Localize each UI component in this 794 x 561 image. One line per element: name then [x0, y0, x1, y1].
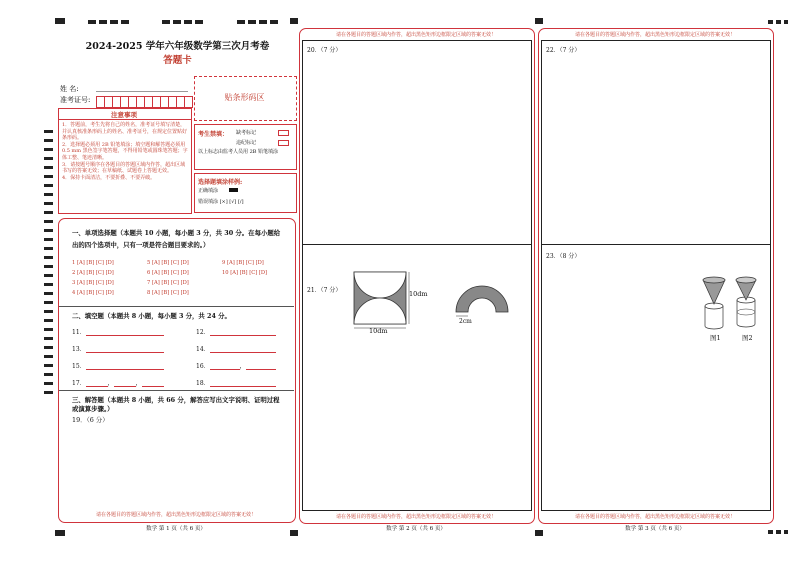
figure-21-bottom-label: 10dm: [369, 327, 388, 335]
choice-row[interactable]: 8 [A] [B] [C] [D]: [147, 290, 189, 296]
exam-id-label: 准考证号:: [60, 96, 91, 104]
blank-number: 12．: [196, 329, 210, 336]
blank-line[interactable]: [210, 346, 276, 353]
fill-wrong-label: 错误填涂 [×] [√] [/]: [198, 199, 244, 205]
absent-mark-label: 缺考标记: [236, 130, 257, 136]
notes-divider: [58, 119, 192, 120]
blank-line[interactable]: [86, 329, 164, 336]
choice-row[interactable]: 1 [A] [B] [C] [D]: [72, 260, 114, 266]
choice-row[interactable]: 5 [A] [B] [C] [D]: [147, 260, 189, 266]
blank-line[interactable]: [114, 380, 136, 387]
alignment-mark: [768, 20, 788, 24]
question-22-label: 22．（7 分）: [546, 47, 581, 54]
section2-heading: 二、填空题（本题共 8 小题，每小题 3 分，共 24 分。: [72, 312, 231, 320]
section1-heading: 一、单项选择题（本题共 10 小题，每小题 3 分，共 30 分。在每小题给出的四个选项中，只有一项是符合题目要求的。）: [72, 229, 281, 249]
alignment-mark: [162, 20, 204, 24]
choice-row[interactable]: 9 [A] [B] [C] [D]: [222, 260, 264, 266]
choice-row[interactable]: 4 [A] [B] [C] [D]: [72, 290, 114, 296]
blank-number: 15．: [72, 363, 86, 370]
alignment-mark: [88, 20, 130, 24]
fill-correct-label: 正确填涂: [198, 188, 219, 194]
section-divider: [59, 390, 294, 391]
name-label: 姓 名:: [60, 85, 79, 93]
alignment-mark: [535, 18, 543, 24]
blank-line[interactable]: [86, 346, 164, 353]
absent-mark-box[interactable]: [278, 130, 289, 136]
fill-example-heading: 选择题填涂样例:: [198, 179, 243, 186]
blank-number: 17．: [72, 380, 86, 387]
choice-row[interactable]: 2 [A] [B] [C] [D]: [72, 270, 114, 276]
notes-heading: 注意事项: [111, 111, 137, 119]
blank-11: [72, 327, 164, 336]
choice-row[interactable]: 7 [A] [B] [C] [D]: [147, 280, 189, 286]
blank-line[interactable]: [210, 380, 276, 387]
boundary-notice: 请在各题目的答题区域内作答，超出黑色矩形边框限定区域的答案无效！: [335, 32, 496, 38]
blank-number: 14．: [196, 346, 210, 353]
exam-status-note: 以上标志由监考人员用 2B 铅笔填涂: [198, 149, 279, 155]
timing-marks: [44, 130, 53, 400]
figure-1-label: 图1: [710, 334, 721, 342]
answer-sheet-label: 答题卡: [163, 55, 192, 66]
name-line[interactable]: [96, 91, 188, 92]
barcode-label: 贴条形码区: [224, 93, 265, 102]
figure-21-arc-label: 2cm: [459, 318, 472, 325]
page-footer: 数学 第 1 页（共 6 页）: [146, 526, 206, 532]
question-20-label: 20．（7 分）: [307, 47, 342, 54]
ring-shape: [456, 286, 508, 312]
boundary-notice: 请在各题目的答题区域内作答，超出黑色矩形边框限定区域的答案无效！: [574, 514, 735, 520]
cone-shape: [703, 280, 725, 304]
note-item: 1．答题前，考生先将自己的姓名，准考证号填写清楚，并认真核准条形码上的姓名、准考证号，在规定位置贴好条形码。: [62, 122, 188, 142]
figure-21-side-label: 10dm: [409, 290, 428, 298]
note-item: 4．保持卡面清洁，不要折叠、不要弄破。: [62, 174, 156, 181]
section3-heading: 三、解答题（本题共 8 小题，共 66 分，解答应写出文字说明、证明过程或演算步骤。）: [72, 396, 280, 413]
boundary-notice: 请在各题目的答题区域内作答，超出黑色矩形边框限定区域的答案无效！: [335, 514, 496, 520]
filled-mark-icon: [229, 188, 238, 192]
blank-line[interactable]: [246, 363, 276, 370]
alignment-mark: [237, 20, 279, 24]
notes-list: [62, 122, 188, 181]
page-footer: 数学 第 3 页（共 6 页）: [625, 526, 685, 532]
blank-18: [196, 378, 276, 387]
answer-region-22[interactable]: [541, 40, 771, 245]
note-item: 3．请按题号顺序在各题目的答题区域内作答，超出区域书写的答案无效；在草稿纸、试题卷上答题无效。: [62, 161, 186, 175]
alignment-mark: [290, 18, 298, 24]
blank-16: 16． ，: [196, 361, 276, 370]
blank-line[interactable]: [86, 363, 164, 370]
choice-row[interactable]: 10 [A] [B] [C] [D]: [222, 270, 268, 276]
answer-region-20[interactable]: [302, 40, 532, 245]
blank-number: 18．: [196, 380, 210, 387]
blank-number: 13．: [72, 346, 86, 353]
boundary-notice: 请在各题目的答题区域内作答，超出黑色矩形边框限定区域的答案无效！: [574, 32, 735, 38]
exam-status-label: 考生禁填：: [198, 131, 229, 138]
alignment-mark: [55, 18, 65, 24]
blank-14: [196, 344, 276, 353]
blank-number: 16．: [196, 363, 210, 370]
question-21-label: 21．（7 分）: [307, 287, 342, 294]
choice-grid[interactable]: [72, 260, 282, 300]
blank-line[interactable]: [210, 329, 276, 336]
boundary-notice: 请在各题目的答题区域内作答，超出黑色矩形边框限定区域的答案无效！: [95, 512, 256, 518]
violation-mark-box[interactable]: [278, 140, 289, 146]
page-footer: 数学 第 2 页（共 6 页）: [386, 526, 446, 532]
choice-row[interactable]: 6 [A] [B] [C] [D]: [147, 270, 189, 276]
violation-mark-label: 违纪标记: [236, 140, 257, 146]
question-23-label: 23．（8 分）: [546, 253, 581, 260]
blank-line[interactable]: [142, 380, 164, 387]
blank-17: 17． ， ，: [72, 378, 164, 387]
section-divider: [59, 306, 294, 307]
blank-12: [196, 327, 276, 336]
figure-23: [698, 274, 768, 334]
blank-line[interactable]: [210, 363, 240, 370]
blank-line[interactable]: [86, 380, 108, 387]
exam-title: 2024-2025 学年六年级数学第三次月考卷: [85, 41, 270, 52]
blank-15: [72, 361, 164, 370]
blank-13: [72, 344, 164, 353]
figure-2-label: 图2: [742, 334, 753, 342]
question-19-label: 19．（6 分）: [72, 416, 109, 424]
note-item: 2．选择题必须用 2B 铅笔填涂；填空题和解答题必须用 0.5 mm 黑色签字笔答题，不得用铅笔或圆珠笔答题；字体工整、笔迹清晰。: [62, 141, 188, 161]
choice-row[interactable]: 3 [A] [B] [C] [D]: [72, 280, 114, 286]
blank-number: 11．: [72, 329, 86, 336]
